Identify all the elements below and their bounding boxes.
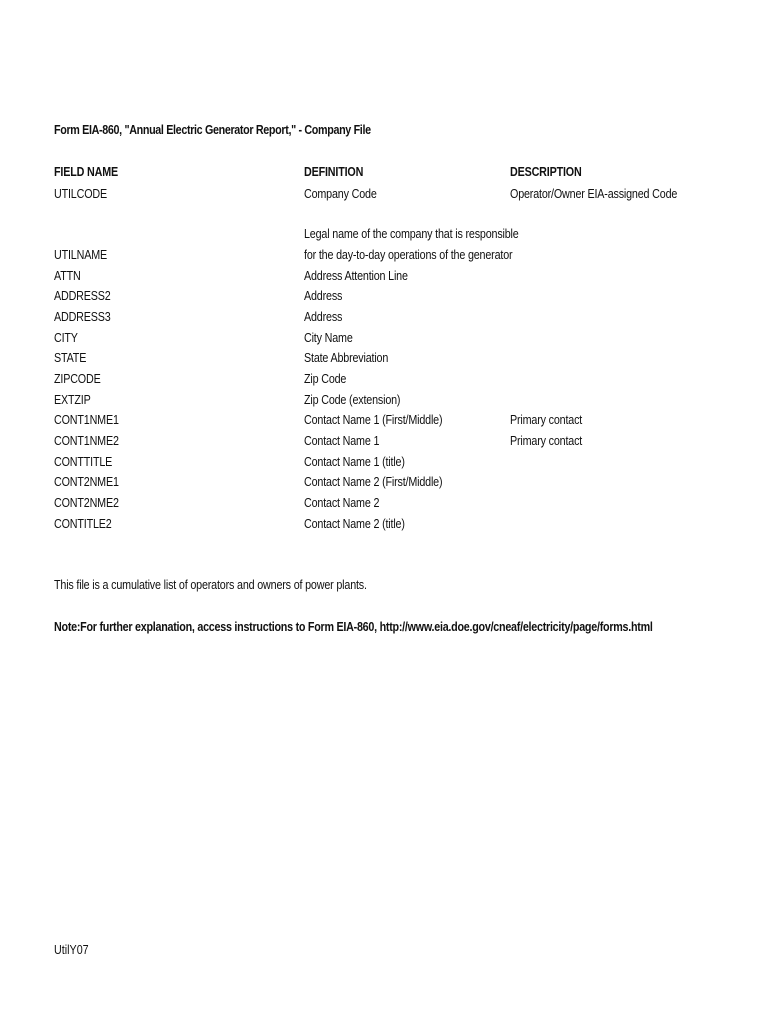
field-name-cell: UTILNAME: [54, 248, 107, 262]
definition-cell: City Name: [304, 331, 353, 345]
field-name-cell: STATE: [54, 351, 87, 365]
field-name-cell: ADDRESS2: [54, 289, 111, 303]
definition-cell: State Abbreviation: [304, 351, 389, 365]
definition-cell: Address Attention Line: [304, 269, 408, 283]
field-name-cell: ADDRESS3: [54, 310, 111, 324]
header-field-name: FIELD NAME: [54, 165, 118, 179]
definition-cell: Contact Name 2: [304, 496, 380, 510]
field-name-cell: CONT2NME2: [54, 496, 119, 510]
header-definition: DEFINITION: [304, 165, 364, 179]
field-name-cell: ATTN: [54, 269, 81, 283]
document-title: Form EIA-860, "Annual Electric Generator Report," - Company File: [54, 123, 371, 137]
field-name-cell: CONTTITLE: [54, 455, 113, 469]
field-name-cell: ZIPCODE: [54, 372, 101, 386]
field-name-cell: CONT2NME1: [54, 475, 119, 489]
definition-cell: Legal name of the company that is responsible: [304, 227, 519, 241]
definition-cell: Zip Code: [304, 372, 347, 386]
header-description: DESCRIPTION: [510, 165, 582, 179]
description-cell: Primary contact: [510, 434, 583, 448]
field-name-cell: CONTITLE2: [54, 517, 112, 531]
field-name-cell: CONT1NME2: [54, 434, 119, 448]
definition-cell: Contact Name 2 (title): [304, 517, 405, 531]
cumulative-note: This file is a cumulative list of operators and owners of power plants.: [54, 578, 367, 592]
field-name-cell: UTILCODE: [54, 187, 107, 201]
definition-cell: Contact Name 1: [304, 434, 380, 448]
definition-cell: Contact Name 1 (First/Middle): [304, 413, 443, 427]
definition-cell: Company Code: [304, 187, 377, 201]
footer-label: UtilY07: [54, 943, 89, 957]
field-name-cell: EXTZIP: [54, 393, 91, 407]
field-name-cell: CONT1NME1: [54, 413, 119, 427]
description-cell: Primary contact: [510, 413, 583, 427]
definition-cell: Zip Code (extension): [304, 393, 401, 407]
definition-cell: for the day-to-day operations of the generator: [304, 248, 513, 262]
definition-cell: Address: [304, 310, 343, 324]
definition-cell: Contact Name 1 (title): [304, 455, 405, 469]
definition-cell: Contact Name 2 (First/Middle): [304, 475, 443, 489]
description-cell: Operator/Owner EIA-assigned Code: [510, 187, 678, 201]
definition-cell: Address: [304, 289, 343, 303]
field-name-cell: CITY: [54, 331, 78, 345]
explanation-note: Note:For further explanation, access instructions to Form EIA-860, http://www.eia.doe.gov/cneaf/electricity/page/forms.html: [54, 620, 653, 634]
